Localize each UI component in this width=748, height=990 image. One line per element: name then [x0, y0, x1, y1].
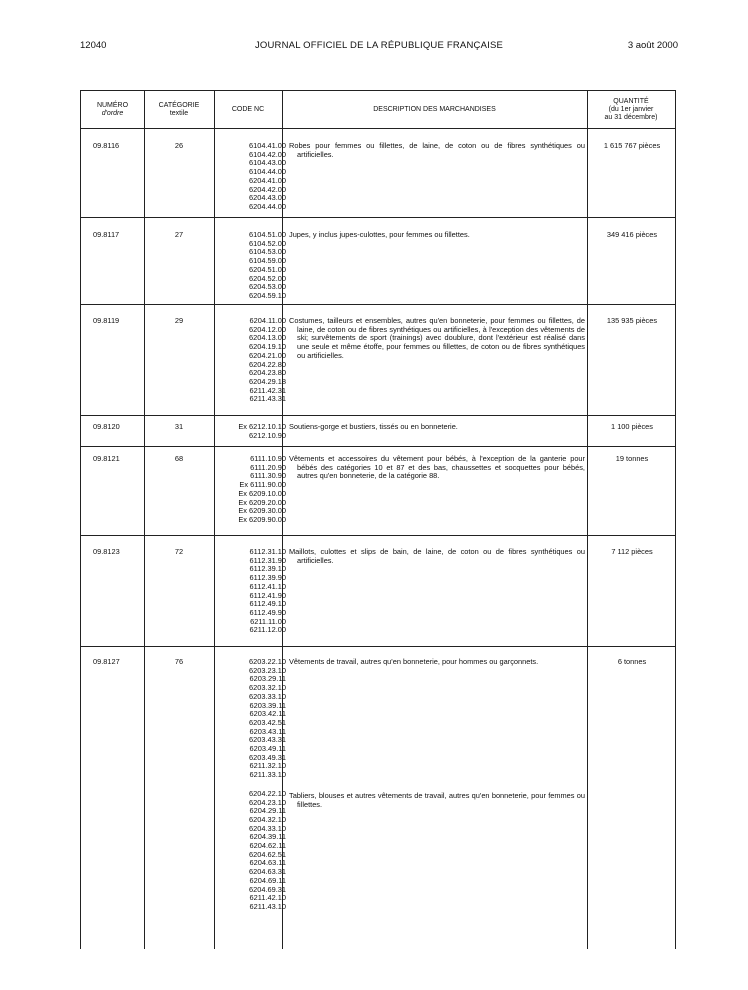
- nc-code: 6203.43.31: [249, 735, 286, 745]
- nc-code: 6112.39.90: [249, 573, 286, 583]
- header-quantite-line1: QUANTITÉ: [613, 97, 649, 105]
- page-header: [80, 40, 678, 54]
- nc-code: 6204.23.10: [249, 797, 286, 807]
- nc-code: 6104.52.00: [249, 238, 286, 248]
- nc-code: 6204.51.00: [249, 264, 286, 274]
- nc-code: 6204.69.11: [249, 875, 286, 885]
- row-quantite: 6 tonnes: [617, 657, 647, 666]
- nc-code: 6112.39.10: [249, 564, 286, 574]
- row-numero: 09.8117: [93, 230, 120, 239]
- nc-code: 6112.31.10: [249, 547, 286, 556]
- nc-code: 6111.30.90: [250, 471, 286, 481]
- nc-code: Ex 6209.30.00: [238, 506, 286, 516]
- table-row: [81, 218, 675, 305]
- header-numero-line1: NUMÉRO: [96, 101, 129, 109]
- row-description-text: Robes pour femmes ou fillettes, de laine, de coton ou de fibres synthétiques ou artificielles.: [289, 141, 585, 159]
- row-description-text: Tabliers, blouses et autres vêtements de travail, autres qu'en bonneterie, pour femmes ou fillettes.: [289, 791, 585, 809]
- nc-code: 6112.49.90: [249, 607, 286, 617]
- nc-code: 6204.42.00: [249, 184, 286, 194]
- row-description: [289, 548, 585, 565]
- nc-code: 6203.29.11: [249, 674, 286, 684]
- nc-code: Ex 6212.10.10: [238, 422, 286, 431]
- nc-code: Ex 6111.90.00: [239, 480, 286, 490]
- nc-code: 6203.33.10: [249, 691, 286, 701]
- table-row: [81, 129, 675, 218]
- table-row: [81, 305, 675, 416]
- nc-code: 6203.42.51: [249, 717, 286, 727]
- nc-code: 6112.31.90: [249, 555, 286, 565]
- nc-code: 6204.11.00: [249, 316, 286, 325]
- nc-code: 6204.62.51: [249, 849, 286, 859]
- nc-code: 6104.44.00: [249, 167, 286, 177]
- nc-code: 6211.33.10: [249, 770, 286, 780]
- nc-code: Ex 6209.10.00: [238, 488, 286, 498]
- nc-code: 6203.23.10: [249, 665, 286, 675]
- nc-code: 6204.69.31: [249, 884, 286, 894]
- nc-code: 6104.53.00: [249, 247, 286, 257]
- nc-code: 6112.41.90: [249, 590, 286, 600]
- nc-code: 6204.22.80: [249, 359, 286, 369]
- row-categorie: 76: [174, 657, 184, 666]
- header-code: [214, 91, 282, 128]
- table-header: [81, 91, 675, 129]
- row-quantite: 19 tonnes: [615, 454, 649, 463]
- row-description: [289, 142, 585, 159]
- publication-date: 3 août 2000: [627, 40, 678, 51]
- row-codes-group-2: [214, 790, 286, 912]
- row-description: [289, 455, 585, 481]
- row-numero: 09.8120: [93, 422, 120, 431]
- nc-code: 6204.23.80: [249, 368, 286, 378]
- header-categorie-line2: textile: [169, 109, 189, 117]
- nc-code: 6104.59.00: [249, 256, 286, 266]
- nc-code: 6204.62.11: [249, 841, 286, 851]
- nc-code: 6211.12.00: [249, 625, 286, 635]
- nc-code: 6204.39.11: [249, 832, 286, 842]
- nc-code: 6204.52.00: [249, 273, 286, 283]
- row-categorie: 72: [174, 547, 184, 556]
- row-codes-group-1: [214, 658, 286, 780]
- nc-code: 6204.32.10: [249, 814, 286, 824]
- row-quantite: 7 112 pièces: [611, 547, 653, 556]
- row-numero: 09.8127: [93, 657, 120, 666]
- row-description-text: Vêtements et accessoires du vêtement pour bébés, à l'exception de la ganterie pour bébés des catégories 10 et 87 et des bas, chaussettes et socquettes pour bébés, autres qu'en bonneterie, de la catégorie 88.: [289, 454, 585, 481]
- row-quantite: 135 935 pièces: [606, 316, 658, 325]
- nc-code: 6203.43.11: [249, 726, 286, 736]
- row-numero: 09.8121: [93, 454, 120, 463]
- journal-title: JOURNAL OFFICIEL DE LA RÉPUBLIQUE FRANÇAISE: [254, 40, 504, 51]
- row-numero: 09.8123: [93, 547, 120, 556]
- row-quantite: 1 615 767 pièces: [603, 141, 661, 150]
- row-numero: 09.8116: [93, 141, 120, 150]
- header-numero-line2: d'ordre: [101, 109, 124, 117]
- nc-code: 6204.59.10: [249, 290, 286, 300]
- row-description: [289, 658, 585, 667]
- row-codes: [214, 455, 286, 525]
- nc-code: 6204.22.10: [249, 788, 286, 798]
- row-description: [289, 231, 585, 240]
- row-description: [289, 423, 585, 432]
- nc-code: 6204.33.10: [249, 823, 286, 833]
- nc-code: 6204.44.00: [249, 201, 286, 211]
- header-description-label: DESCRIPTION DES MARCHANDISES: [373, 105, 496, 113]
- row-description-text: Soutiens-gorge et bustiers, tissés ou en bonneterie.: [289, 422, 458, 431]
- nc-code: 6203.42.11: [249, 709, 286, 719]
- nc-code: 6204.63.11: [249, 858, 286, 868]
- table-row: [81, 416, 675, 447]
- nc-code: 6211.42.10: [249, 893, 286, 903]
- table-row: [81, 536, 675, 647]
- nc-code: 6204.12.00: [249, 324, 286, 334]
- goods-table: [80, 90, 676, 949]
- table-row: [81, 447, 675, 536]
- row-description-text: Vêtements de travail, autres qu'en bonneterie, pour hommes ou garçonnets.: [289, 657, 539, 666]
- nc-code: 6203.22.10: [249, 657, 286, 666]
- row-quantite: 349 416 pièces: [606, 230, 658, 239]
- nc-code: 6211.32.10: [249, 761, 286, 771]
- header-code-label: CODE NC: [231, 105, 265, 113]
- row-quantite: 1 100 pièces: [611, 422, 653, 431]
- nc-code: 6211.11.00: [250, 616, 286, 626]
- nc-code: 6204.29.11: [249, 806, 286, 816]
- nc-code: 6203.49.31: [249, 752, 286, 762]
- nc-code: 6211.43.31: [249, 394, 286, 404]
- row-description-text: Jupes, y inclus jupes-culottes, pour femmes ou fillettes.: [289, 230, 470, 239]
- header-quantite: [587, 91, 675, 128]
- nc-code: 6204.53.00: [249, 282, 286, 292]
- page-number: 12040: [80, 40, 107, 51]
- nc-code: Ex 6209.20.00: [238, 497, 286, 507]
- row-description: [289, 317, 585, 361]
- nc-code: 6111.20.90: [250, 462, 286, 472]
- nc-code: 6111.10.90: [250, 454, 286, 463]
- row-categorie: 29: [174, 316, 184, 325]
- row-categorie: 26: [174, 141, 184, 150]
- nc-code: 6204.41.00: [249, 175, 286, 185]
- nc-code: 6104.42.00: [249, 149, 286, 159]
- row-description-text: Costumes, tailleurs et ensembles, autres qu'en bonneterie, pour femmes ou fillettes, de laine, de coton ou de fibres synthétiques ou artificielles, à l'exception des vêtements de ski; survêtements de sport (trainings) avec doublure, dont l'extérieur est réalisé dans une seule et même étoffe, pour femmes ou fillettes, de coton ou de fibres synthétiques ou artificielles.: [289, 316, 585, 360]
- nc-code: 6204.43.00: [249, 193, 286, 203]
- table-row: [81, 647, 675, 949]
- nc-code: 6104.43.00: [249, 158, 286, 168]
- row-codes: [214, 142, 286, 212]
- row-categorie: 31: [174, 422, 184, 431]
- nc-code: 6204.19.10: [249, 342, 286, 352]
- nc-code: 6203.39.11: [249, 700, 286, 710]
- nc-code: 6203.49.11: [249, 744, 286, 754]
- nc-code: 6212.10.90: [249, 430, 286, 440]
- header-categorie-line1: CATÉGORIE: [158, 101, 200, 109]
- row-description-secondary: [289, 792, 585, 809]
- row-categorie: 27: [174, 230, 184, 239]
- nc-code: 6204.29.18: [249, 376, 286, 386]
- header-numero: [81, 91, 144, 128]
- nc-code: 6203.32.10: [249, 683, 286, 693]
- nc-code: 6112.49.10: [249, 599, 286, 609]
- nc-code: 6204.63.31: [249, 867, 286, 877]
- nc-code: 6204.13.00: [249, 333, 286, 343]
- nc-code: 6211.42.31: [249, 385, 286, 395]
- nc-code: 6104.51.00: [249, 230, 286, 239]
- row-numero: 09.8119: [93, 316, 120, 325]
- row-codes: [214, 317, 286, 404]
- row-description-text: Maillots, culottes et slips de bain, de laine, de coton ou de fibres synthétiques ou artificielles.: [289, 547, 585, 565]
- row-codes: [214, 658, 286, 912]
- header-description: [282, 91, 587, 128]
- header-categorie: [144, 91, 214, 128]
- header-quantite-line3: au 31 décembre): [604, 113, 658, 121]
- row-codes: [214, 231, 286, 301]
- row-codes: [214, 423, 286, 440]
- header-quantite-line2: (du 1er janvier: [608, 105, 654, 113]
- row-codes: [214, 548, 286, 635]
- nc-code: 6211.43.10: [249, 901, 286, 911]
- nc-code: 6204.21.00: [249, 350, 286, 360]
- nc-code: 6112.41.10: [249, 581, 286, 591]
- row-categorie: 68: [174, 454, 184, 463]
- nc-code: Ex 6209.90.00: [238, 514, 286, 524]
- nc-code: 6104.41.00: [249, 141, 286, 150]
